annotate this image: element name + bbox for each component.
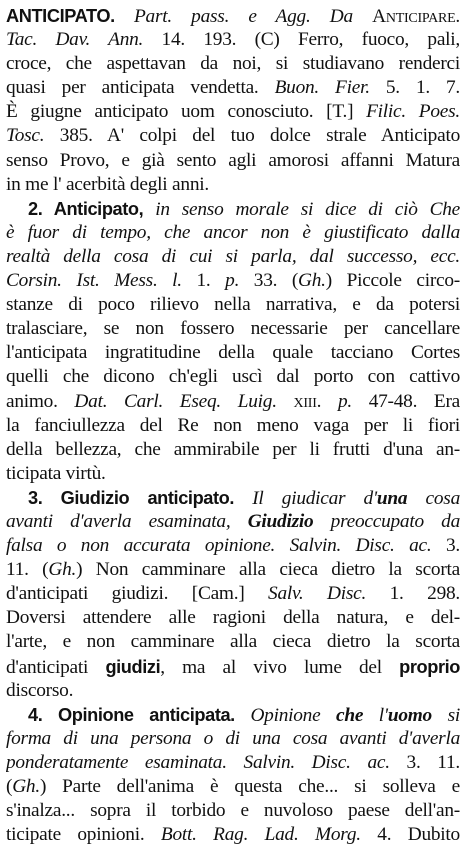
text-line bbox=[6, 124, 460, 148]
italic-text: in senso morale si dice di ciò Che bbox=[155, 198, 460, 220]
italic-text: avanti d'averla esaminata, bbox=[6, 510, 231, 532]
bold-text: 3. Giudizio anticipato. bbox=[28, 487, 235, 508]
text-run: 1. 298. bbox=[366, 583, 460, 605]
text-run: discorso. bbox=[6, 679, 74, 701]
text-run: 385. A' colpi del tuo dolce strale Anticipato bbox=[44, 125, 460, 147]
text-run: 3. 11. bbox=[389, 751, 460, 773]
text-run: ticipata virtù. bbox=[6, 462, 106, 484]
text-run: croce, che aspettavan da noi, si studiavano renderci bbox=[6, 53, 460, 75]
italic-text: Bott. Rag. Lad. Morg. bbox=[160, 824, 361, 846]
text-run: 4. Dubito bbox=[360, 824, 460, 846]
text-run bbox=[320, 705, 336, 726]
text-run: stanze di poco rilievo nella narrativa, e da potersi bbox=[6, 294, 460, 316]
bold-italic-text: Giudizio bbox=[247, 510, 314, 532]
text-line bbox=[6, 100, 460, 124]
italic-text: cosa bbox=[407, 487, 460, 509]
text-run: ) Non camminare alla cieca dietro la scorta bbox=[76, 559, 460, 581]
italic-text: forma di una persona o di una cosa avanti d'averla bbox=[6, 727, 460, 749]
text-line bbox=[6, 52, 460, 76]
text-run: quelli che dicono ch'egli uscì dal porto con cattivo bbox=[6, 366, 460, 388]
italic-text: Gh. bbox=[12, 776, 40, 797]
text-line bbox=[6, 317, 460, 341]
text-line bbox=[6, 558, 460, 582]
italic-text: p. bbox=[337, 390, 352, 412]
italic-text: ponderatamente esaminata. Salvin. Disc. ac. bbox=[6, 751, 390, 773]
text-run: ) Parte dell'anima è questa che... si solleva e bbox=[39, 776, 460, 797]
text-line bbox=[6, 221, 460, 245]
text-line bbox=[6, 775, 460, 799]
text-run: d'anticipati giudizi. [Cam.] bbox=[6, 583, 269, 605]
bold-text: 2. Anticipato, bbox=[28, 198, 144, 219]
text-line bbox=[6, 582, 460, 606]
bold-text: giudizi bbox=[105, 656, 161, 677]
text-run: senso Provo, e già sento agli amorosi affanni Matura bbox=[6, 149, 460, 171]
text-line bbox=[6, 630, 460, 654]
italic-text: realtà della cosa di cui si parla, dal successo, ecc. bbox=[6, 245, 460, 267]
text-line bbox=[6, 293, 460, 317]
text-run: animo. bbox=[6, 390, 75, 412]
italic-text: Dat. Carl. Eseq. Luig. bbox=[74, 390, 277, 412]
italic-text: Tosc. bbox=[6, 125, 45, 147]
text-run: 3. bbox=[431, 535, 460, 557]
italic-text: Part. pass. e Agg. Da bbox=[133, 6, 353, 27]
text-run bbox=[230, 511, 247, 532]
text-line bbox=[6, 727, 460, 751]
bold-italic-text: una bbox=[376, 487, 408, 509]
text-line bbox=[6, 655, 460, 679]
dictionary-entry-anticipato bbox=[6, 4, 460, 847]
text-run: l'anticipata ingratitudine della quale tacciano Cortes bbox=[6, 342, 460, 364]
bold-italic-text: uomo bbox=[387, 704, 432, 726]
italic-text: Gh. bbox=[298, 270, 326, 292]
italic-text: è fuor di tempo, che ancor non è giustificato dalla bbox=[6, 221, 460, 243]
text-run: 5. 1. 7. bbox=[369, 77, 460, 99]
text-run: la fanciullezza del Re non meno vaga per li fiori bbox=[6, 414, 460, 436]
text-line bbox=[6, 76, 460, 100]
text-run: Doversi attendere alle ragioni della natura, e del- bbox=[6, 607, 460, 629]
small-caps-text: xiii. bbox=[293, 390, 322, 412]
text-line bbox=[6, 197, 460, 221]
text-line bbox=[6, 390, 460, 414]
text-line bbox=[6, 534, 460, 558]
italic-text: p. bbox=[225, 270, 240, 292]
text-run: ) Piccole circo- bbox=[325, 270, 460, 292]
text-line bbox=[6, 269, 460, 293]
text-run: l'arte, e non camminare alla cieca dietro la scorta bbox=[6, 631, 460, 653]
text-run bbox=[235, 705, 251, 726]
text-run: in me l' acerbità degli anni. bbox=[6, 173, 209, 195]
text-line bbox=[6, 438, 460, 462]
text-run bbox=[353, 6, 372, 27]
text-run: s'inalza... sopra il torbido e nuvoloso paese dell'an- bbox=[6, 800, 460, 822]
italic-text: Corsin. Ist. Mess. l. bbox=[6, 270, 182, 292]
italic-text: Buon. Fier. bbox=[274, 77, 370, 99]
italic-text: Opinione bbox=[250, 704, 321, 726]
text-line bbox=[6, 606, 460, 630]
text-run bbox=[321, 391, 338, 412]
text-line bbox=[6, 510, 460, 534]
text-line bbox=[6, 703, 460, 727]
italic-text: preoccupato da bbox=[313, 510, 460, 532]
text-run bbox=[234, 488, 252, 509]
bold-text: ANTICIPATO. bbox=[6, 6, 115, 26]
small-caps-text: Anticipare. bbox=[372, 6, 460, 27]
text-run: 1. bbox=[181, 270, 226, 292]
text-line bbox=[6, 365, 460, 389]
text-run: È giugne anticipato uom conosciuto. [T.] bbox=[6, 101, 367, 123]
text-run: , ma al vivo lume del bbox=[160, 656, 400, 678]
bold-text: 4. Opinione anticipata. bbox=[28, 704, 235, 725]
bold-italic-text: che bbox=[336, 704, 364, 726]
text-run: 47-48. Era bbox=[351, 390, 460, 412]
text-line bbox=[6, 4, 460, 28]
text-run: 14. 193. (C) Ferro, fuoco, pali, bbox=[143, 29, 460, 51]
text-line bbox=[6, 462, 460, 486]
text-run: 11. ( bbox=[6, 559, 49, 581]
text-line bbox=[6, 751, 460, 775]
text-run: ( bbox=[6, 776, 13, 797]
text-run: della bellezza, che ammirabile per li frutti d'una an- bbox=[6, 438, 460, 460]
italic-text: si bbox=[431, 704, 460, 726]
bold-text: proprio bbox=[399, 656, 460, 677]
text-line bbox=[6, 799, 460, 823]
text-run bbox=[115, 6, 134, 27]
italic-text: Tac. Dav. Ann. bbox=[6, 29, 144, 51]
text-run: 33. ( bbox=[239, 270, 299, 292]
text-run: ticipate opinioni. bbox=[6, 824, 161, 846]
italic-text: Gh. bbox=[48, 559, 77, 581]
text-run: quasi per anticipata vendetta. bbox=[6, 77, 275, 99]
italic-text: falsa o non accurata opinione. Salvin. Disc. ac. bbox=[6, 535, 432, 557]
text-line bbox=[6, 341, 460, 365]
text-run: d'anticipati bbox=[6, 656, 106, 678]
text-run bbox=[277, 391, 294, 412]
italic-text: l' bbox=[363, 704, 388, 726]
text-run: tralasciare, se non fossero necessarie per cancellare bbox=[6, 318, 460, 340]
text-line bbox=[6, 486, 460, 510]
text-line bbox=[6, 823, 460, 847]
italic-text: Il giudicar d' bbox=[252, 487, 377, 509]
text-line bbox=[6, 245, 460, 269]
text-line bbox=[6, 679, 460, 703]
text-line bbox=[6, 149, 460, 173]
text-line bbox=[6, 414, 460, 438]
italic-text: Filic. Poes. bbox=[366, 101, 460, 123]
text-run bbox=[143, 199, 155, 220]
text-line bbox=[6, 28, 460, 52]
italic-text: Salv. Disc. bbox=[268, 583, 367, 605]
text-line bbox=[6, 173, 460, 197]
